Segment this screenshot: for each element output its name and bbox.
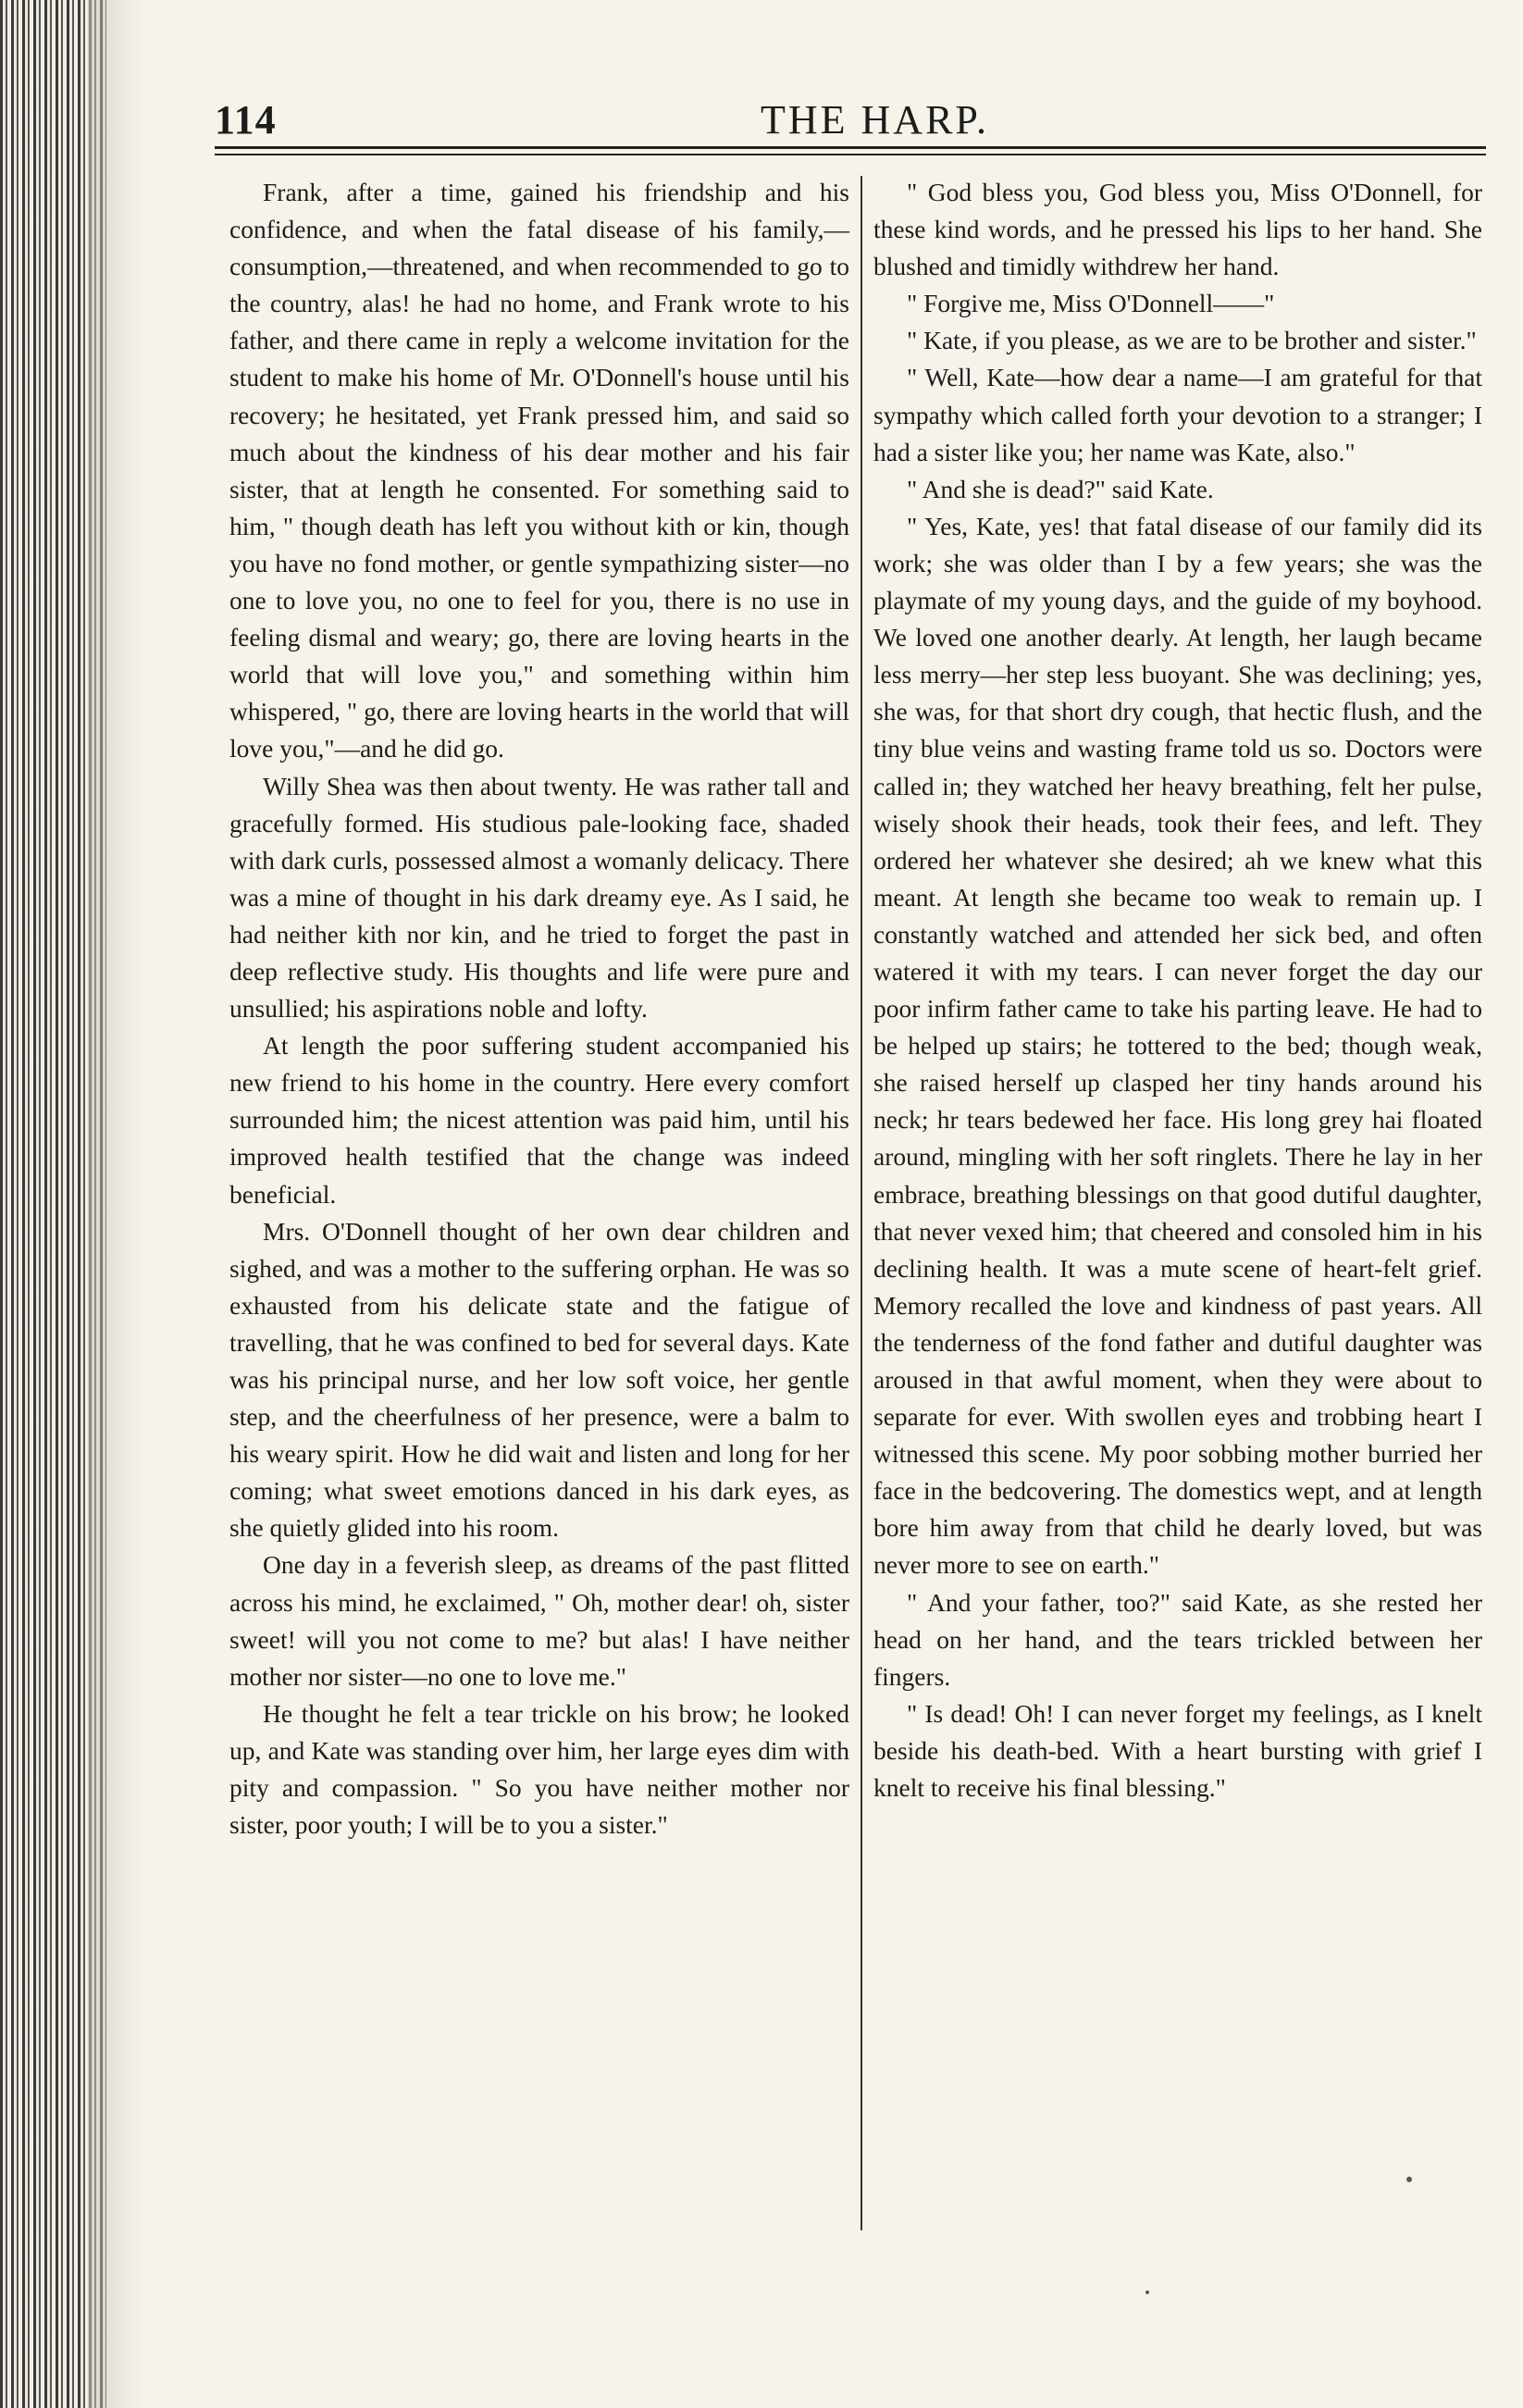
paragraph: He thought he felt a tear trickle on his brow; he looked up, and Kate was standing over him, her large eyes dim with pity and compassion. " So you have neither mother nor sister, poor youth; I will be to you a sister." [229,1698,849,1840]
paragraph: Frank, after a time, gained his friendship and his confidence, and when the fatal disease of his family,—consumption,—threatened, and when recommended to go to the country, alas! he had no home, and Frank wrote to his father, and there came in reply a welcome invitation for the student to make his home of Mr. O'Donnell's house until his recovery; he hesitated, yet Frank pressed him, and said so much about the kindness of his dear mother and his fair sister, that at length he consented. For something said to him, " though death has left you without kith or kin, though you have no fond mother, or gentle sympathizing sister—no one to love you, no one to feel for you, there is no use in feeling dismal and weary; go, there are loving hearts in the world that will love you," and something within him whispered, " go, there are loving hearts in the world that will love you,"—and he did go. [229,178,849,763]
paragraph: " Well, Kate—how dear a name—I am grateful for that sympathy which called forth your devotion to a stranger; I had a sister like you; her name was Kate, also." [873,363,1482,466]
paragraph: " Is dead! Oh! I can never forget my feelings, as I knelt beside his death-bed. With a heart bursting with grief I knelt to receive his final blessing." [873,1698,1482,1803]
paragraph: " God bless you, God bless you, Miss O'Donnell, for these kind words, and he pressed his lips to her hand. She blushed and timidly withdrew her hand. [873,178,1482,281]
running-title: THE HARP. [761,97,990,143]
header-rule-top [215,146,1486,149]
right-column [873,174,1482,1806]
ink-speck [1145,2290,1149,2294]
paragraph: At length the poor suffering student accompanied his new friend to his home in the country. Here every comfort surrounded him; the nicest attention was paid him, until his improved health testified that the change was indeed beneficial. [229,1031,849,1209]
paragraph: " Forgive me, Miss O'Donnell——" [907,289,1275,318]
paragraph: Willy Shea was then about twenty. He was rather tall and gracefully formed. His studious pale-looking face, shaded with dark curls, possessed almost a womanly delicacy. There was a mine of thought in his dark dreamy eye. As I said, he had neither kith nor kin, and he tried to forget the past in deep reflective study. His thoughts and life were pure and unsullied; his aspirations noble and lofty. [229,771,849,1024]
paragraph: One day in a feverish sleep, as dreams of the past flitted across his mind, he exclaimed, " Oh, mother dear! oh, sister sweet! will you not come to me? but alas! I have neither mother nor sister—no one to love me." [229,1550,849,1691]
paragraph: " And your father, too?" said Kate, as she rested her head on her hand, and the tears trickled between her fingers. [873,1587,1482,1691]
paragraph: " Yes, Kate, yes! that fatal disease of our family did its work; she was older than I by a few years; she was the playmate of my young days, and the guide of my boyhood. We loved one another dearly. At length, her laugh became less merry—her step less buoyant. She was declining; yes, she was, for that short dry cough, that hectic flush, and the tiny blue veins and wasting frame told us so. Doctors were called in; they watched her heavy breathing, felt her pulse, wisely shook their heads, took their fees, and left. They ordered her whatever she desired; ah we knew what this meant. At length she became too weak to remain up. I constantly watched and attended her sick bed, and often watered it with my tears. I can never forget the day our poor infirm father came to take his parting leave. He had to be helped up stairs; he tottered to the bed; though weak, she raised herself up clasped her tiny hands around his neck; hr tears bedewed her face. His long grey hai floated around, mingling with her soft ringlets. There he lay in her embrace, breathing blessings on that good dutiful daughter, that never vexed him; that cheered and consoled him in his declining health. It was a mute scene of heart-felt grief. Memory recalled the love and kindness of past years. All the tenderness of the fond father and dutiful daughter was aroused in that awful moment, when they were about to separate for ever. With swollen eyes and trobbing heart I witnessed this scene. My poor sobbing mother burried her face in the bedcovering. The domestics wept, and at length bore him away from that child he dearly loved, but was never more to see on earth." [873,511,1482,1580]
paragraph: " And she is dead?" said Kate. [907,474,1214,503]
paragraph: " Kate, if you please, as we are to be brother and sister." [907,326,1477,355]
ink-speck [1406,2177,1412,2182]
header-rule-bottom [215,154,1486,155]
binding-shadow [88,0,143,2408]
column-divider [861,176,862,2230]
page-number: 114 [215,97,277,143]
left-column [229,174,849,1843]
paragraph: Mrs. O'Donnell thought of her own dear children and sighed, and was a mother to the suffering orphan. He was so exhausted from his delicate state and the fatigue of travelling, that he was confined to bed for several days. Kate was his principal nurse, and her low soft voice, her gentle step, and the cheerfulness of her presence, were a balm to his weary spirit. How he did wait and listen and long for her coming; what sweet emotions danced in his dark eyes, as she quietly glided into his room. [229,1216,849,1543]
page-header [215,96,1482,152]
